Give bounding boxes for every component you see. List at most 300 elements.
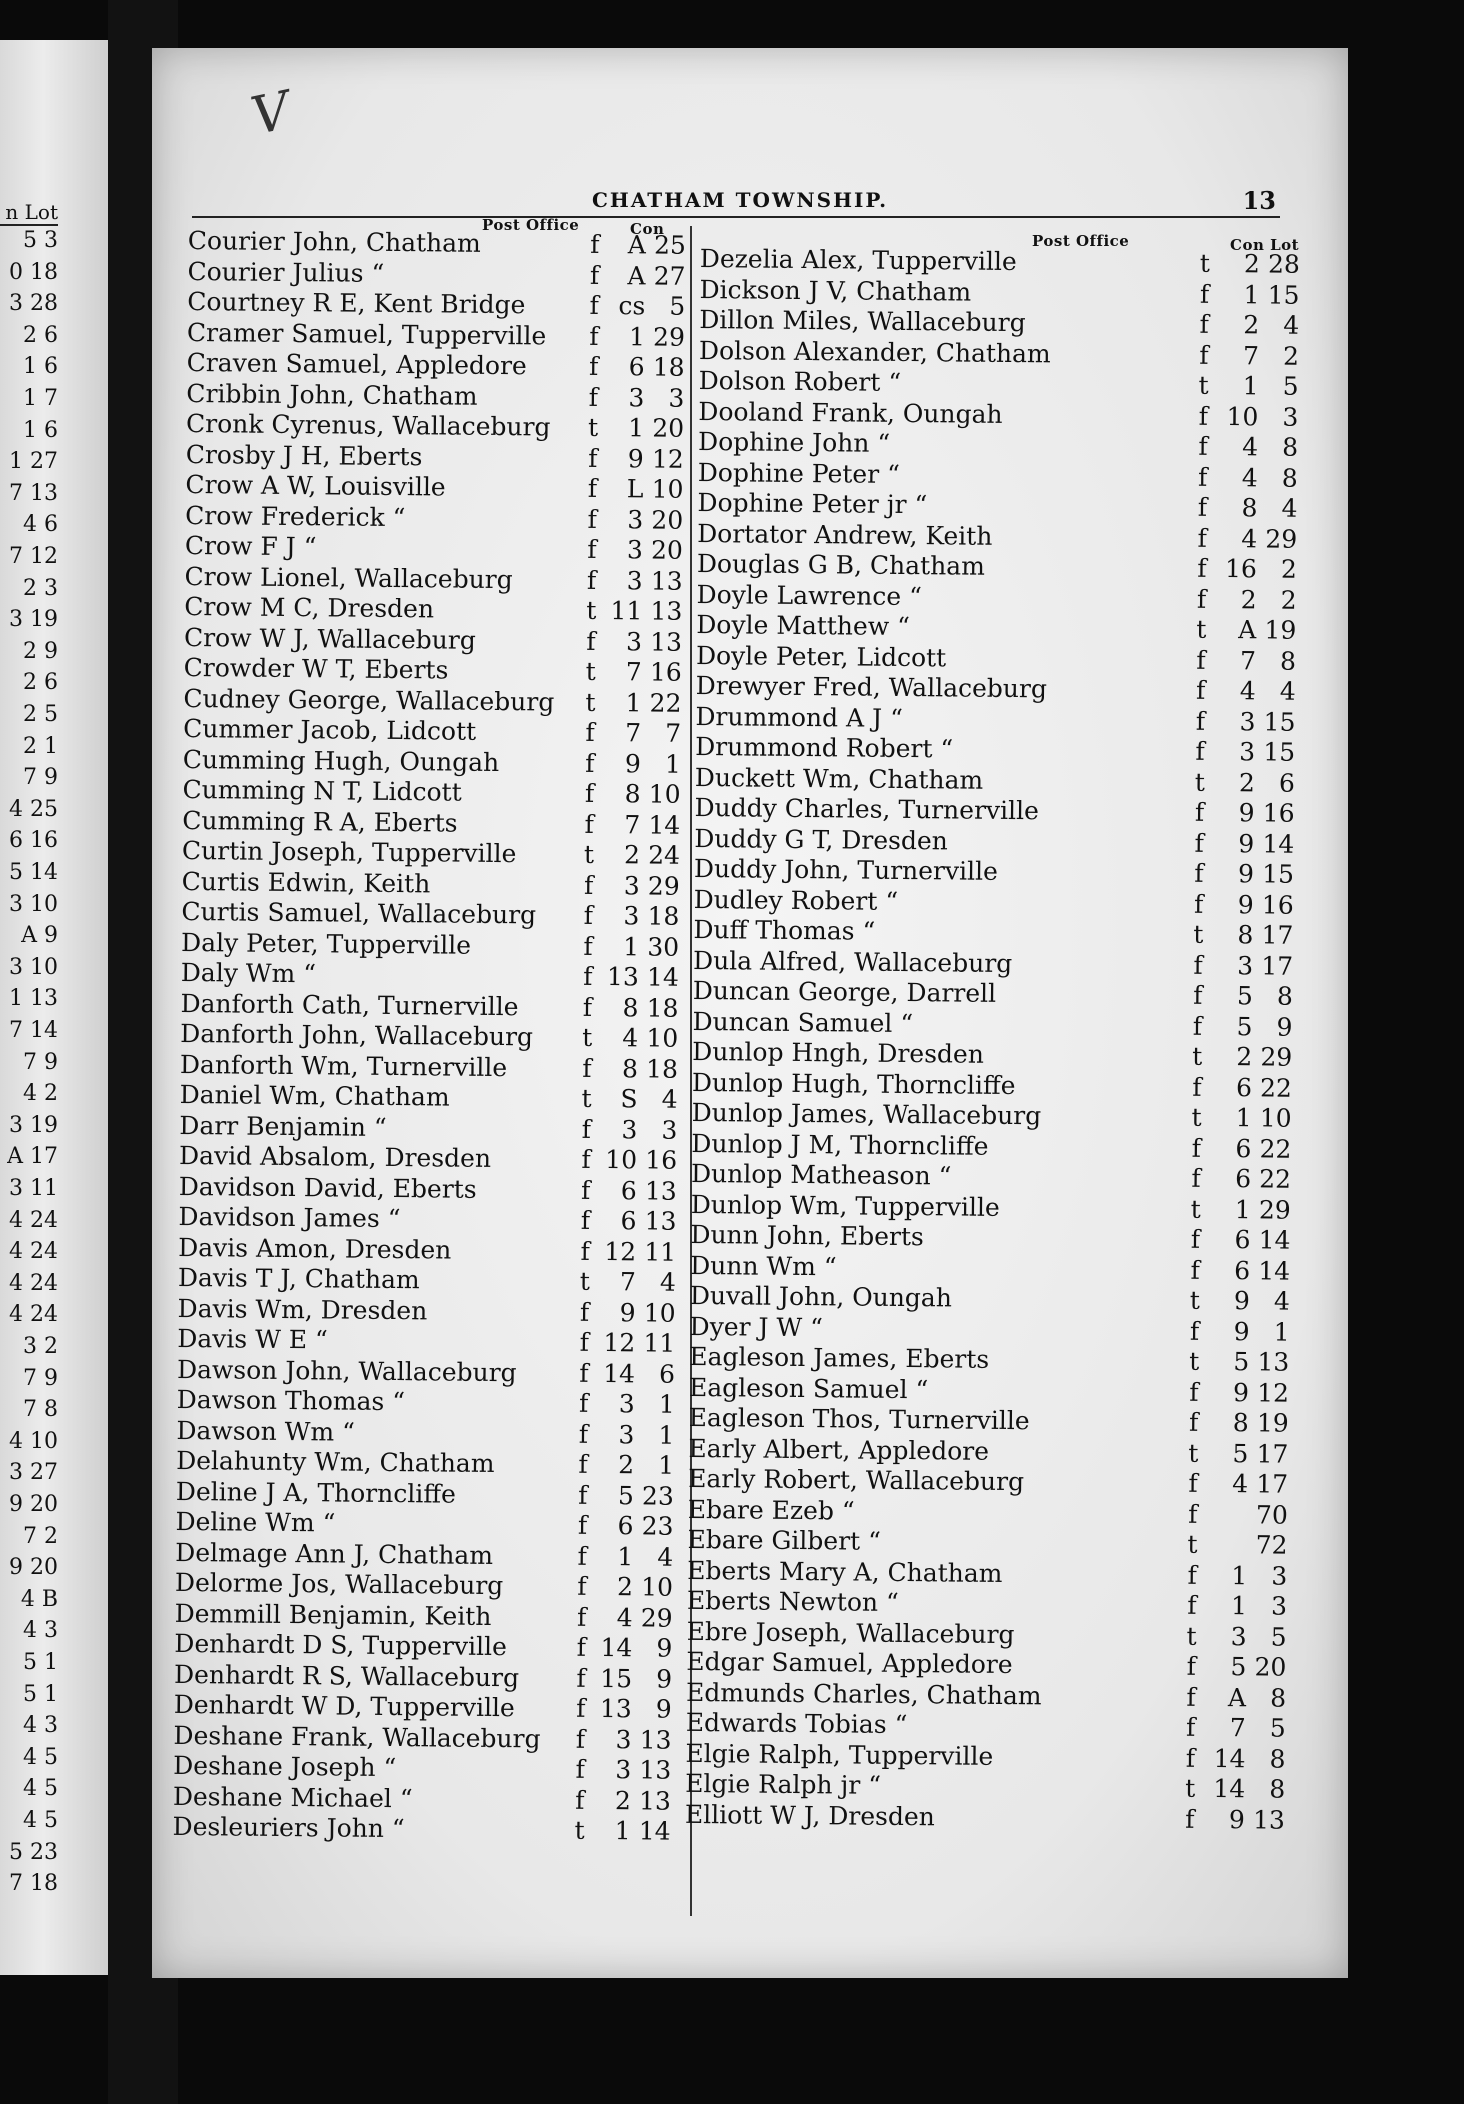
resident-name-post-office: Elgie Ralph jr “ xyxy=(685,1768,882,1800)
concession-number: 5 xyxy=(1236,1011,1253,1041)
concession-number: 2 xyxy=(618,1450,635,1480)
directory-entry xyxy=(182,866,682,901)
resident-name-post-office: Delmage Ann J, Chatham xyxy=(175,1537,494,1570)
lot-number: 4 xyxy=(1273,1286,1291,1316)
resident-name-post-office: Cronk Cyrenus, Wallaceburg xyxy=(185,408,551,442)
tenure-code: f xyxy=(580,1205,591,1235)
concession-number: S xyxy=(620,1084,638,1114)
concession-number: cs xyxy=(618,291,646,321)
lot-number: 17 xyxy=(1261,950,1294,981)
directory-entry xyxy=(187,256,687,291)
tenure-code: f xyxy=(1190,1255,1200,1285)
resident-name-post-office: Cudney George, Wallaceburg xyxy=(183,683,555,717)
previous-page-entry: 2 5 xyxy=(23,702,58,727)
concession-number: 3 xyxy=(626,535,644,565)
directory-entry xyxy=(184,653,684,688)
lot-number: 22 xyxy=(1259,1072,1293,1103)
tenure-code: f xyxy=(588,382,599,412)
lot-number: 4 xyxy=(1283,310,1300,340)
directory-entry xyxy=(177,1385,677,1420)
concession-number: 4 xyxy=(1239,676,1256,706)
lot-number: 4 xyxy=(1279,676,1296,706)
resident-name-post-office: Darr Benjamin “ xyxy=(179,1110,387,1142)
resident-name-post-office: Dophine John “ xyxy=(697,426,891,458)
resident-name-post-office: Duncan George, Darrell xyxy=(692,975,997,1008)
lot-number: 8 xyxy=(1281,463,1298,493)
lot-number: 8 xyxy=(1276,981,1293,1011)
lot-number: 10 xyxy=(651,474,684,504)
previous-page-entry: 4 24 xyxy=(9,1239,58,1265)
tenure-code: f xyxy=(1198,401,1209,431)
lot-number: 17 xyxy=(1256,1469,1289,1499)
directory-entry xyxy=(188,226,688,261)
resident-name-post-office: Duddy John, Turnerville xyxy=(693,853,999,886)
resident-name-post-office: Courier John, Chatham xyxy=(187,226,481,258)
tenure-code: t xyxy=(1185,1773,1196,1803)
previous-page-entry: 1 6 xyxy=(23,417,58,443)
resident-name-post-office: Eagleson Thos, Turnerville xyxy=(688,1402,1030,1436)
concession-number: 1 xyxy=(1231,1560,1248,1590)
lot-number: 20 xyxy=(1254,1652,1287,1682)
previous-page-entry: 4 B xyxy=(20,1586,58,1612)
resident-name-post-office: Eagleson James, Eberts xyxy=(689,1341,990,1374)
previous-page-entry: 4 24 xyxy=(9,1270,58,1296)
resident-name-post-office: Edmunds Charles, Chatham xyxy=(685,1677,1042,1710)
concession-number: 3 xyxy=(618,1419,635,1449)
concession-number: 8 xyxy=(1241,493,1258,523)
resident-name-post-office: Douglas G B, Chatham xyxy=(696,548,986,581)
concession-number: 7 xyxy=(1239,645,1257,675)
resident-name-post-office: Crow Lionel, Wallaceburg xyxy=(184,561,513,594)
lot-number: 4 xyxy=(1281,493,1298,523)
previous-page-entry: 5 14 xyxy=(9,860,58,885)
resident-name-post-office: Davis W E “ xyxy=(177,1323,328,1355)
lot-number: 29 xyxy=(640,1602,673,1633)
resident-name-post-office: Duddy Charles, Turnerville xyxy=(694,792,1040,826)
lot-number: 18 xyxy=(645,1053,679,1084)
previous-page-entry: 7 2 xyxy=(23,1523,58,1549)
tenure-code: f xyxy=(1195,706,1206,736)
tenure-code: f xyxy=(1186,1712,1196,1742)
resident-name-post-office: Crow W J, Wallaceburg xyxy=(183,622,476,655)
lot-number: 10 xyxy=(643,1297,676,1328)
concession-number: 9 xyxy=(619,1297,636,1327)
resident-name-post-office: Crow Frederick “ xyxy=(185,500,406,532)
previous-page-entry: 7 9 xyxy=(23,765,58,791)
lot-number: 16 xyxy=(645,1145,678,1175)
resident-name-post-office: Dunlop James, Wallaceburg xyxy=(691,1097,1042,1131)
lot-number: 29 xyxy=(647,870,680,901)
resident-name-post-office: Courtney R E, Kent Bridge xyxy=(187,286,526,320)
concession-number: 4 xyxy=(616,1602,633,1632)
lot-number: 16 xyxy=(1261,889,1294,920)
concession-number: 1 xyxy=(1242,371,1259,401)
concession-number: 1 xyxy=(1235,1103,1252,1133)
previous-page-entry: 3 2 xyxy=(23,1334,58,1359)
previous-page-entry: A 17 xyxy=(7,1144,58,1170)
resident-name-post-office: Cumming N T, Lidcott xyxy=(182,774,462,807)
lot-number: 20 xyxy=(652,413,685,443)
directory-entry xyxy=(185,470,685,505)
lot-number: 1 xyxy=(658,1420,675,1450)
post-office-heading-right: Post Office xyxy=(1032,232,1130,250)
resident-name-post-office: Courier Julius “ xyxy=(187,256,385,288)
tenure-code: t xyxy=(1186,1621,1197,1651)
resident-name-post-office: Dolson Robert “ xyxy=(698,365,902,397)
concession-number: 3 xyxy=(625,626,643,656)
tenure-code: f xyxy=(1186,1682,1196,1712)
directory-entry xyxy=(174,1659,674,1694)
previous-page-entry: 2 3 xyxy=(23,575,58,601)
lot-number: 5 xyxy=(1269,1713,1286,1743)
tenure-code: f xyxy=(1198,462,1208,492)
tenure-code: f xyxy=(1192,1072,1202,1102)
previous-page-entry: 4 6 xyxy=(23,512,58,538)
resident-name-post-office: Dophine Peter “ xyxy=(697,457,901,489)
lot-number: 30 xyxy=(647,931,680,962)
previous-page-entry: 4 5 xyxy=(23,1776,58,1802)
tenure-code: f xyxy=(578,1449,588,1479)
tenure-code: f xyxy=(1186,1651,1197,1681)
resident-name-post-office: Dudley Robert “ xyxy=(693,884,899,916)
lot-number: 13 xyxy=(1252,1804,1286,1835)
resident-name-post-office: Early Robert, Wallaceburg xyxy=(688,1463,1025,1497)
concession-number: 16 xyxy=(1224,554,1258,584)
lot-number: 72 xyxy=(1255,1530,1288,1560)
previous-page-entry: 1 13 xyxy=(9,986,58,1012)
previous-page-entry: 3 19 xyxy=(9,607,58,633)
lot-number: 18 xyxy=(647,901,680,931)
directory-entry xyxy=(186,378,686,413)
concession-number: 6 xyxy=(1234,1255,1251,1285)
concession-number: 9 xyxy=(1233,1316,1250,1346)
directory-entry xyxy=(175,1598,675,1633)
tenure-code: f xyxy=(575,1724,586,1754)
previous-page-entry: 3 10 xyxy=(9,891,58,917)
resident-name-post-office: Desleuriers John “ xyxy=(172,1811,405,1844)
lot-number: 20 xyxy=(650,535,684,565)
lot-number: 1 xyxy=(658,1450,675,1480)
directory-entry xyxy=(184,622,684,657)
tenure-code: f xyxy=(584,778,595,808)
resident-name-post-office: Daniel Wm, Chatham xyxy=(179,1079,450,1112)
lot-number: 70 xyxy=(1255,1499,1288,1530)
lot-number: 18 xyxy=(652,352,685,382)
resident-name-post-office: Ebre Joseph, Wallaceburg xyxy=(686,1616,1015,1649)
lot-number: 15 xyxy=(1263,737,1296,767)
concession-number: 9 xyxy=(1237,859,1255,889)
tenure-code: f xyxy=(576,1693,586,1723)
lot-number: 13 xyxy=(638,1785,672,1816)
tenure-code: f xyxy=(1193,889,1204,919)
concession-number: 3 xyxy=(1239,706,1256,736)
resident-name-post-office: Cumming Hugh, Oungah xyxy=(182,744,500,777)
lot-number: 3 xyxy=(1282,402,1299,432)
resident-name-post-office: Daly Wm “ xyxy=(180,957,317,989)
lot-number: 19 xyxy=(1256,1408,1289,1438)
resident-name-post-office: Duvall John, Oungah xyxy=(689,1280,953,1313)
lot-heading-right: Lot xyxy=(1270,236,1300,254)
tenure-code: f xyxy=(583,870,594,900)
concession-number: 14 xyxy=(603,1358,636,1388)
previous-page-entry: 4 25 xyxy=(9,796,58,822)
resident-name-post-office: Delorme Jos, Wallaceburg xyxy=(174,1567,504,1601)
tenure-code: f xyxy=(578,1388,589,1418)
concession-number: 3 xyxy=(615,1755,632,1785)
concession-number: 1 xyxy=(1230,1591,1248,1621)
previous-page-entry: 0 18 xyxy=(9,259,58,285)
concession-number: 5 xyxy=(617,1480,634,1510)
directory-entry xyxy=(174,1690,674,1725)
lot-number: 8 xyxy=(1269,1774,1286,1804)
tenure-code: f xyxy=(1188,1407,1199,1437)
directory-entry xyxy=(685,1799,1285,1835)
lot-number: 19 xyxy=(1264,615,1297,645)
directory-page xyxy=(152,48,1348,1978)
resident-name-post-office: Eberts Mary A, Chatham xyxy=(687,1555,1003,1588)
concession-number: 9 xyxy=(1233,1286,1251,1316)
directory-entry xyxy=(185,531,685,566)
concession-number: 15 xyxy=(600,1663,633,1693)
directory-entry xyxy=(181,927,681,962)
resident-name-post-office: Crowder W T, Eberts xyxy=(183,652,449,685)
lot-number: 5 xyxy=(669,291,686,321)
directory-entry xyxy=(182,805,682,840)
tenure-code: t xyxy=(1189,1285,1201,1315)
resident-name-post-office: Dezelia Alex, Tupperville xyxy=(699,244,1017,277)
concession-number: 8 xyxy=(622,992,639,1022)
lot-number: 14 xyxy=(646,962,679,992)
tenure-code: f xyxy=(577,1541,588,1571)
lot-number: 22 xyxy=(649,687,682,718)
concession-number: 11 xyxy=(610,596,643,626)
previous-page-entry: 4 3 xyxy=(23,1713,58,1739)
previous-page-entry: 3 19 xyxy=(9,1112,58,1138)
previous-page-entry: 1 6 xyxy=(23,354,58,380)
concession-number: 9 xyxy=(1238,798,1255,828)
lot-number: 23 xyxy=(641,1511,674,1541)
resident-name-post-office: Elliott W J, Dresden xyxy=(684,1799,936,1831)
directory-entry xyxy=(181,958,681,993)
previous-page-entry: 5 1 xyxy=(23,1650,58,1675)
previous-page-entry: 2 9 xyxy=(23,638,58,664)
pencil-mark: V xyxy=(246,80,296,148)
concession-number: 4 xyxy=(1232,1469,1249,1499)
tenure-code: f xyxy=(579,1358,589,1388)
directory-entry xyxy=(176,1446,676,1481)
lot-number: 17 xyxy=(1256,1438,1289,1469)
previous-page-entry: 4 5 xyxy=(23,1744,58,1770)
tenure-code: f xyxy=(583,931,593,961)
tenure-code: t xyxy=(587,412,599,442)
previous-page-entry: 7 12 xyxy=(9,544,58,569)
lot-number: 15 xyxy=(1267,279,1300,310)
previous-page-entry: 3 27 xyxy=(9,1460,58,1486)
tenure-code: f xyxy=(1199,279,1210,309)
tenure-code: f xyxy=(1199,309,1210,339)
tenure-code: t xyxy=(585,687,596,717)
resident-name-post-office: Dunlop J M, Thorncliffe xyxy=(691,1128,989,1161)
resident-name-post-office: Crow M C, Dresden xyxy=(184,591,435,624)
tenure-code: f xyxy=(1192,1011,1203,1041)
lot-number: 3 xyxy=(661,1115,678,1145)
resident-name-post-office: Early Albert, Appledore xyxy=(688,1433,990,1466)
lot-number: 24 xyxy=(648,840,681,870)
lot-number: 5 xyxy=(1282,371,1299,401)
lot-number: 14 xyxy=(1262,828,1295,859)
tenure-code: f xyxy=(1191,1163,1201,1193)
directory-entry xyxy=(172,1812,672,1847)
previous-page-entry: 4 10 xyxy=(9,1428,58,1454)
resident-name-post-office: Craven Samuel, Appledore xyxy=(186,347,527,381)
tenure-code: t xyxy=(581,1083,592,1113)
resident-name-post-office: Duckett Wm, Chatham xyxy=(694,762,984,795)
con-heading-right: Con xyxy=(1230,236,1265,254)
directory-entry xyxy=(180,1019,680,1054)
resident-name-post-office: Edgar Samuel, Appledore xyxy=(686,1646,1013,1680)
page-title: CHATHAM TOWNSHIP. xyxy=(592,188,889,212)
lot-number: 29 xyxy=(1260,1042,1293,1072)
directory-entry xyxy=(182,836,682,871)
lot-number: 6 xyxy=(658,1359,676,1389)
resident-name-post-office: Ebare Ezeb “ xyxy=(687,1494,855,1526)
lot-number: 13 xyxy=(639,1724,672,1755)
resident-name-post-office: Davidson James “ xyxy=(178,1201,401,1234)
resident-name-post-office: Dunlop Hngh, Dresden xyxy=(692,1036,985,1069)
lot-number: 13 xyxy=(644,1206,677,1236)
concession-number: 6 xyxy=(1234,1225,1251,1255)
resident-name-post-office: Cummer Jacob, Lidcott xyxy=(183,713,477,746)
concession-number: A xyxy=(1238,615,1257,645)
concession-number: 1 xyxy=(628,413,645,443)
lot-number: 4 xyxy=(657,1542,674,1572)
directory-entry xyxy=(179,1141,679,1176)
directory-entry xyxy=(178,1232,678,1267)
header-rule xyxy=(192,216,1280,218)
resident-name-post-office: Dawson Thomas “ xyxy=(176,1384,406,1417)
directory-entry xyxy=(183,744,683,779)
concession-number: 12 xyxy=(603,1328,636,1358)
concession-number: 3 xyxy=(623,901,640,931)
tenure-code: f xyxy=(580,1236,590,1266)
lot-number: 2 xyxy=(1280,554,1298,584)
concession-number: 3 xyxy=(623,870,640,900)
previous-page-entry: 5 1 xyxy=(23,1681,58,1707)
concession-number: 4 xyxy=(1241,462,1258,492)
resident-name-post-office: Elgie Ralph, Tupperville xyxy=(685,1738,994,1771)
tenure-code: t xyxy=(1191,1102,1202,1132)
directory-entry xyxy=(187,287,687,322)
lot-number: 29 xyxy=(653,321,686,352)
tenure-code: f xyxy=(1197,523,1207,553)
concession-number: 9 xyxy=(1237,889,1254,919)
resident-name-post-office: David Absalom, Dresden xyxy=(178,1140,492,1173)
resident-name-post-office: Danforth Cath, Turnerville xyxy=(180,988,519,1021)
concession-number: 12 xyxy=(604,1236,637,1266)
resident-name-post-office: Deshane Joseph “ xyxy=(173,1750,397,1783)
resident-name-post-office: Crosby J H, Eberts xyxy=(185,439,423,471)
resident-name-post-office: Doyle Lawrence “ xyxy=(696,579,923,611)
resident-name-post-office: Drewyer Fred, Wallaceburg xyxy=(695,670,1048,704)
directory-entry xyxy=(173,1720,673,1755)
concession-number: 6 xyxy=(620,1206,637,1236)
tenure-code: f xyxy=(1197,553,1207,583)
concession-number: 6 xyxy=(617,1511,634,1541)
resident-name-post-office: Drummond Robert “ xyxy=(695,731,954,764)
lot-number: 25 xyxy=(653,230,686,260)
directory-entry xyxy=(177,1354,677,1389)
concession-number: 6 xyxy=(1235,1133,1252,1163)
concession-number: 1 xyxy=(1243,279,1260,309)
resident-name-post-office: Deline Wm “ xyxy=(175,1506,336,1538)
lot-number: 28 xyxy=(1267,249,1300,279)
lot-number: 3 xyxy=(1271,1561,1288,1591)
lot-number: 15 xyxy=(1263,706,1296,737)
tenure-code: f xyxy=(1185,1743,1196,1773)
tenure-code: t xyxy=(579,1266,591,1296)
lot-number: 11 xyxy=(644,1236,677,1267)
previous-page-entry: 9 20 xyxy=(9,1492,58,1517)
concession-number: 3 xyxy=(621,1114,638,1144)
lot-number: 8 xyxy=(1269,1744,1286,1774)
concession-number: 14 xyxy=(600,1633,633,1663)
directory-entry xyxy=(178,1202,678,1237)
lot-number: 11 xyxy=(643,1328,676,1358)
concession-number: 7 xyxy=(625,718,642,748)
lot-number: 23 xyxy=(641,1480,674,1511)
tenure-code: f xyxy=(1199,340,1209,370)
concession-number: 7 xyxy=(1229,1713,1246,1743)
concession-number: 2 xyxy=(1243,249,1260,279)
lot-number: 18 xyxy=(646,992,679,1023)
resident-name-post-office: Duddy G T, Dresden xyxy=(694,823,948,855)
lot-number: 2 xyxy=(1280,585,1297,615)
resident-name-post-office: Denhardt D S, Tupperville xyxy=(174,1628,507,1662)
directory-entry xyxy=(175,1568,675,1603)
resident-name-post-office: Davis Amon, Dresden xyxy=(178,1232,452,1265)
tenure-code: f xyxy=(1196,584,1207,614)
resident-name-post-office: Cribbin John, Chatham xyxy=(186,378,478,411)
page-number: 13 xyxy=(1242,186,1276,215)
resident-name-post-office: Dunlop Hugh, Thorncliffe xyxy=(691,1067,1016,1100)
tenure-code: t xyxy=(1188,1438,1199,1468)
lot-number: 16 xyxy=(1262,798,1295,828)
previous-page-entry: 1 7 xyxy=(23,386,58,411)
resident-name-post-office: Davis T J, Chatham xyxy=(177,1262,420,1295)
tenure-code: t xyxy=(586,595,597,625)
tenure-code: f xyxy=(1189,1377,1199,1407)
resident-name-post-office: Crow F J “ xyxy=(184,530,317,562)
tenure-code: t xyxy=(1190,1194,1201,1224)
tenure-code: t xyxy=(1192,1041,1203,1071)
concession-number: 2 xyxy=(1240,584,1257,614)
resident-name-post-office: Dyer J W “ xyxy=(689,1311,824,1342)
concession-number: 4 xyxy=(622,1023,639,1053)
tenure-code: t xyxy=(1189,1346,1200,1376)
concession-number: 14 xyxy=(1213,1773,1246,1804)
concession-number: 5 xyxy=(1236,981,1253,1011)
lot-number: 29 xyxy=(1258,1194,1291,1225)
concession-number: 3 xyxy=(628,382,645,412)
previous-page-entry: 7 13 xyxy=(9,480,58,506)
tenure-code: f xyxy=(579,1297,590,1327)
concession-number: 13 xyxy=(599,1694,632,1724)
lot-number: 13 xyxy=(1257,1347,1290,1377)
resident-name-post-office: Drummond A J “ xyxy=(695,701,903,733)
lot-number: 14 xyxy=(638,1816,671,1846)
directory-entry xyxy=(174,1629,674,1664)
tenure-code: f xyxy=(1188,1499,1198,1529)
